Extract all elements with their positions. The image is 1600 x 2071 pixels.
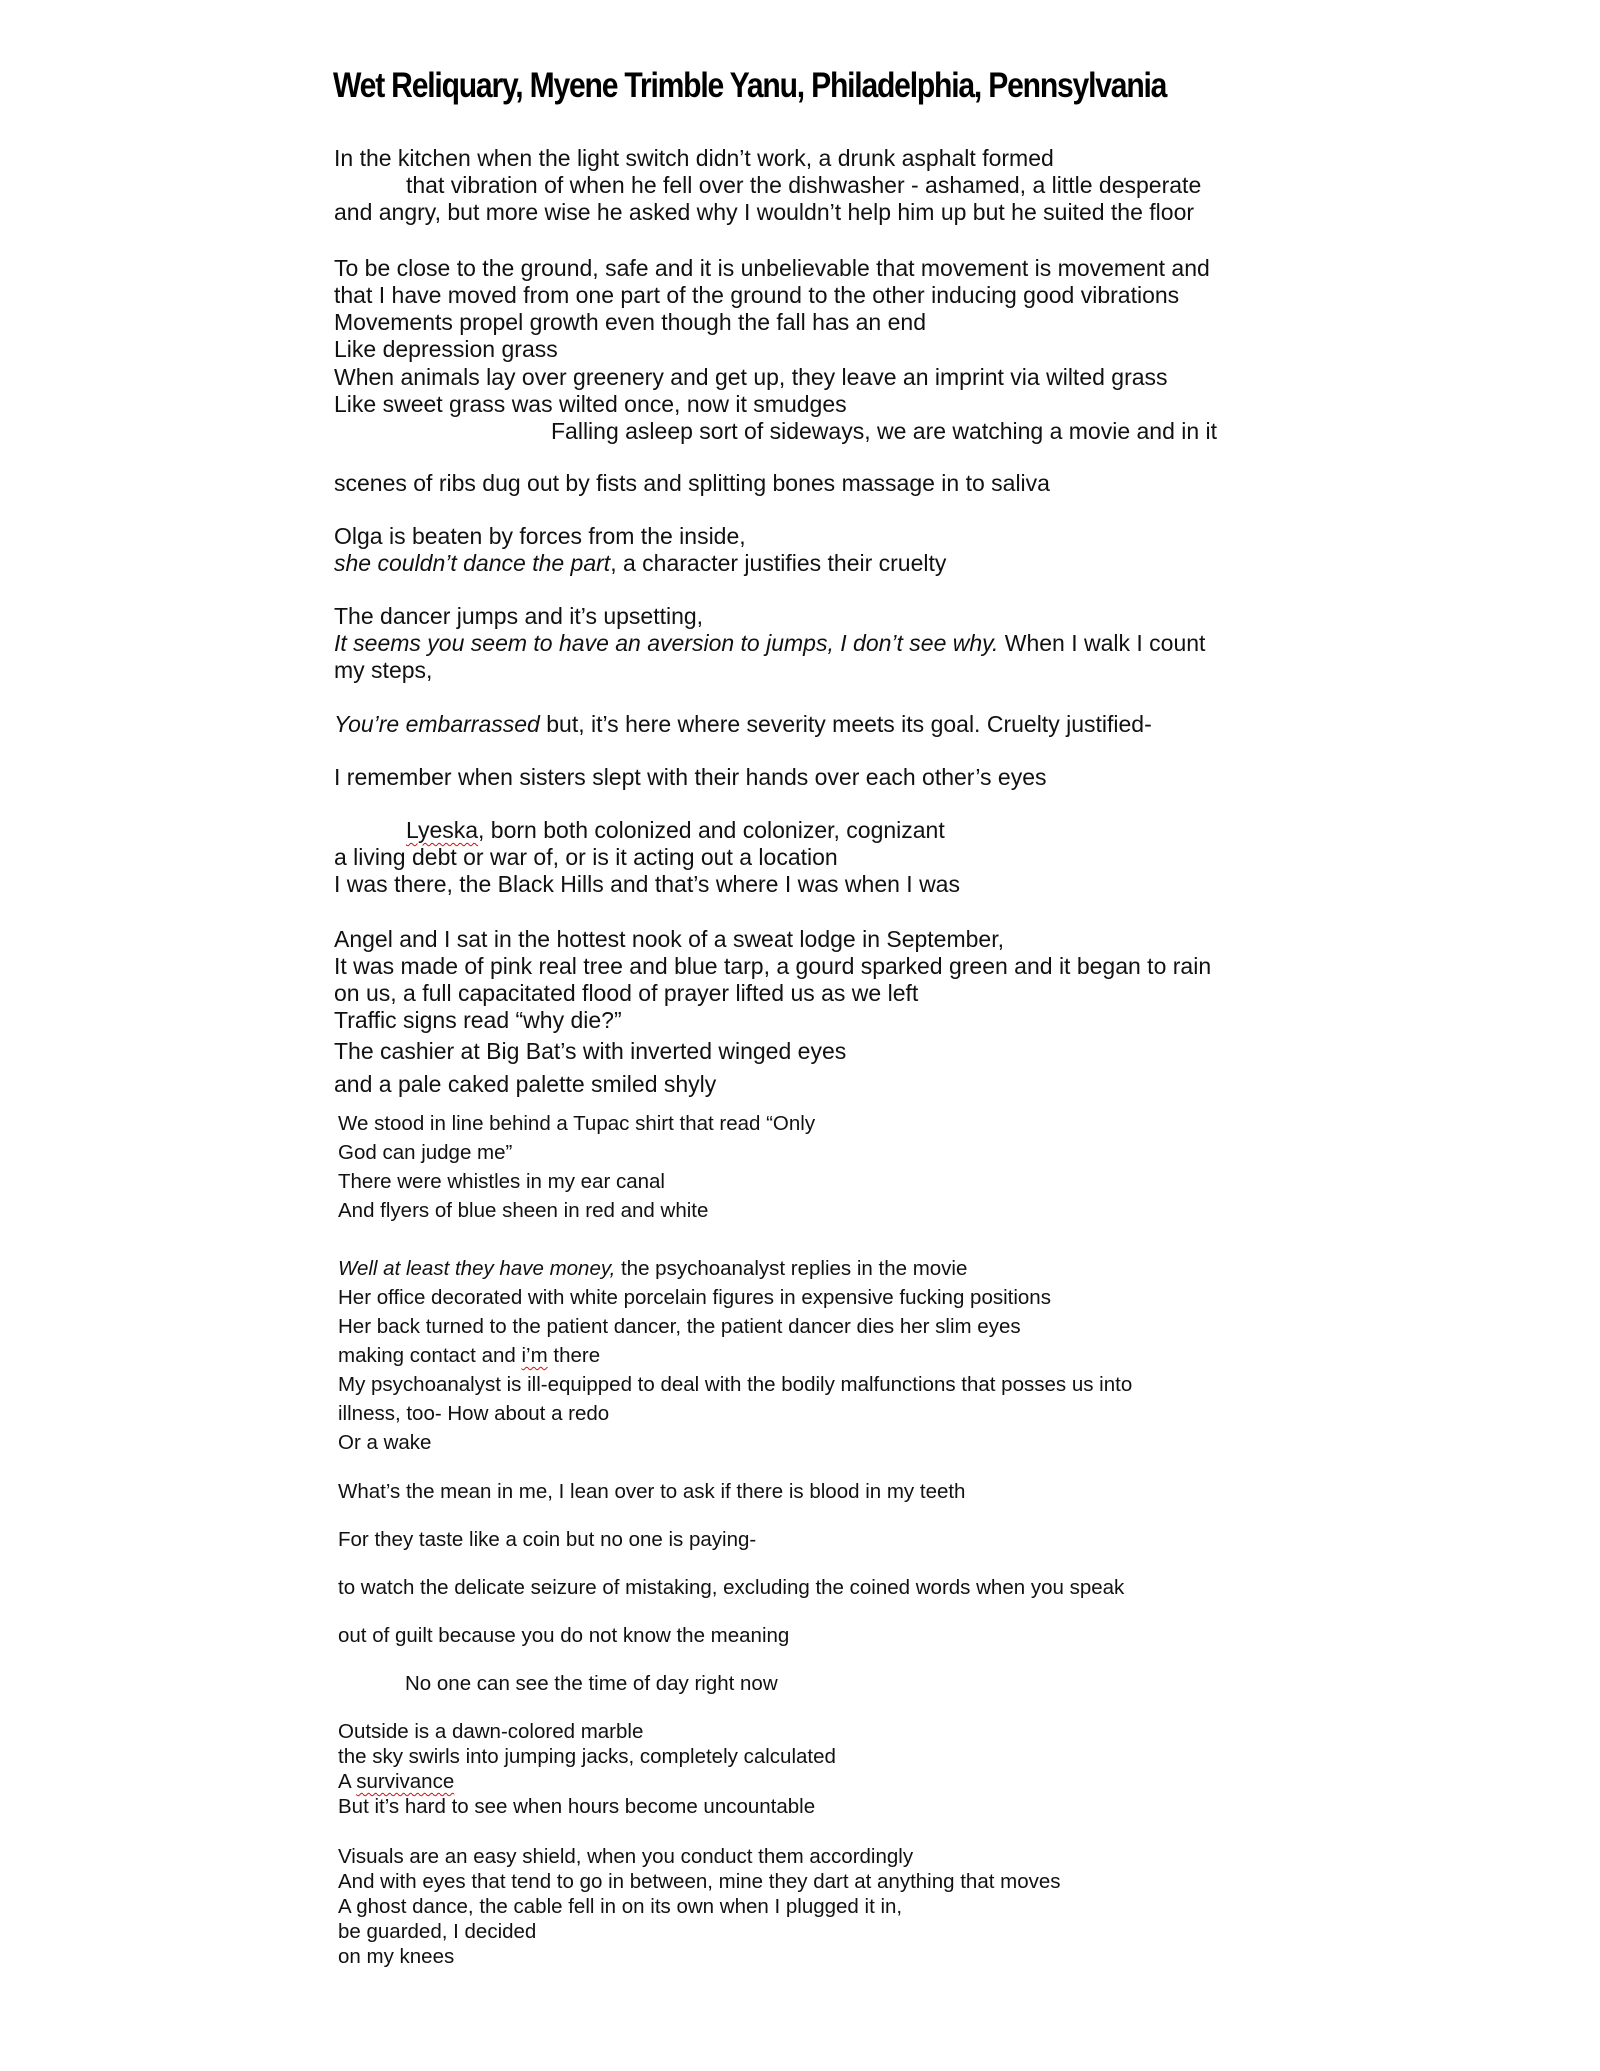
poem-line: and angry, but more wise he asked why I wouldn’t help him up but he suited the floor [334,199,1195,225]
poem-line [338,1259,967,1280]
poem-line: Falling asleep sort of sideways, we are watching a movie and in it [551,418,1218,444]
poem-line: The dancer jumps and it’s upsetting, [334,603,704,629]
poem-line [338,1772,454,1793]
poem-line: No one can see the time of day right now [405,1672,778,1695]
poem-line: to watch the delicate seizure of mistaking, excluding the coined words when you speak [338,1576,1125,1599]
line-text: , a character justifies their cruelty [610,550,947,576]
poem-line: A ghost dance, the cable fell in on its own when I plugged it in, [338,1895,903,1918]
line-text: but, it’s here where severity meets its goal. Cruelty justified- [539,711,1152,737]
line-text: the psychoanalyst replies in the movie [615,1257,968,1280]
poem-line: We stood in line behind a Tupac shirt that read “Only [338,1112,816,1135]
poem-line: Her back turned to the patient dancer, the patient dancer dies her slim eyes [338,1315,1021,1338]
poem-line: illness, too- How about a redo [338,1402,610,1425]
line-text: there [547,1344,601,1367]
line-text: When I walk I count [998,630,1206,656]
poem-line: Visuals are an easy shield, when you conduct them accordingly [338,1845,914,1868]
poem-line: Like sweet grass was wilted once, now it smudges [334,391,847,417]
poem-line: Traffic signs read “why die?” [334,1007,622,1033]
line-text: making contact and [338,1344,522,1367]
spellcheck-flagged-word[interactable]: i’m [521,1344,548,1367]
poem-line: be guarded, I decided [338,1920,537,1943]
poem-line: God can judge me” [338,1141,513,1164]
poem-line: For they taste like a coin but no one is paying- [338,1528,757,1551]
poem-line [338,1346,600,1367]
poem-line: my steps, [334,657,433,683]
poem-line [406,819,945,842]
poem-line: Movements propel growth even though the fall has an end [334,309,926,335]
spellcheck-flagged-word[interactable]: Lyeska [406,817,479,843]
poem-line: Like depression grass [334,336,558,362]
poem-line: that vibration of when he fell over the dishwasher - ashamed, a little desperate [406,172,1202,198]
poem-line: out of guilt because you do not know the meaning [338,1624,790,1647]
poem-line: Her office decorated with white porcelain figures in expensive fucking positions [338,1286,1051,1309]
poem-line: that I have moved from one part of the ground to the other inducing good vibrations [334,282,1180,308]
poem-line: on my knees [338,1945,455,1968]
line-text: A [338,1770,357,1793]
poem-line: the sky swirls into jumping jacks, completely calculated [338,1745,836,1768]
poem-line: Olga is beaten by forces from the inside, [334,523,746,549]
poem-line: What’s the mean in me, I lean over to ask if there is blood in my teeth [338,1480,966,1503]
poem-line: But it’s hard to see when hours become uncountable [338,1795,816,1818]
poem-line: a living debt or war of, or is it acting out a location [334,844,838,870]
poem-line: To be close to the ground, safe and it is unbelievable that movement is movement and [334,255,1210,281]
poem-line [334,552,946,575]
poem-line: The cashier at Big Bat’s with inverted winged eyes [334,1038,847,1064]
poem-line: I was there, the Black Hills and that’s where I was when I was [334,871,960,897]
poem-line [334,632,1205,655]
poem-line [334,713,1152,736]
poem-line: And with eyes that tend to go in between, mine they dart at anything that moves [338,1870,1061,1893]
poem-line: In the kitchen when the light switch didn’t work, a drunk asphalt formed [334,145,1054,171]
poem-line: Outside is a dawn-colored marble [338,1720,644,1743]
poem-title: Wet Reliquary, Myene Trimble Yanu, Philadelphia, Pennsylvania [333,66,1167,105]
poem-line: Angel and I sat in the hottest nook of a sweat lodge in September, [334,926,1004,952]
italic-phrase: Well at least they have money, [338,1257,616,1280]
italic-phrase: You’re embarrassed [334,711,540,737]
italic-phrase: It seems you seem to have an aversion to jumps, I don’t see why. [334,630,999,656]
poem-line: and a pale caked palette smiled shyly [334,1071,717,1097]
poem-line: It was made of pink real tree and blue tarp, a gourd sparked green and it began to rain [334,953,1212,979]
poem-line: My psychoanalyst is ill-equipped to deal with the bodily malfunctions that posses us into [338,1373,1133,1396]
poem-line: on us, a full capacitated flood of prayer lifted us as we left [334,980,919,1006]
poem-line: Or a wake [338,1431,432,1454]
italic-phrase: she couldn’t dance the part [334,550,611,576]
line-text: , born both colonized and colonizer, cognizant [478,817,945,843]
poem-line: When animals lay over greenery and get up, they leave an imprint via wilted grass [334,364,1168,390]
poem-line: scenes of ribs dug out by fists and splitting bones massage in to saliva [334,470,1050,496]
poem-line: And flyers of blue sheen in red and white [338,1199,709,1222]
spellcheck-flagged-word[interactable]: survivance [356,1770,455,1793]
poem-line: I remember when sisters slept with their hands over each other’s eyes [334,764,1047,790]
poem-line: There were whistles in my ear canal [338,1170,665,1193]
